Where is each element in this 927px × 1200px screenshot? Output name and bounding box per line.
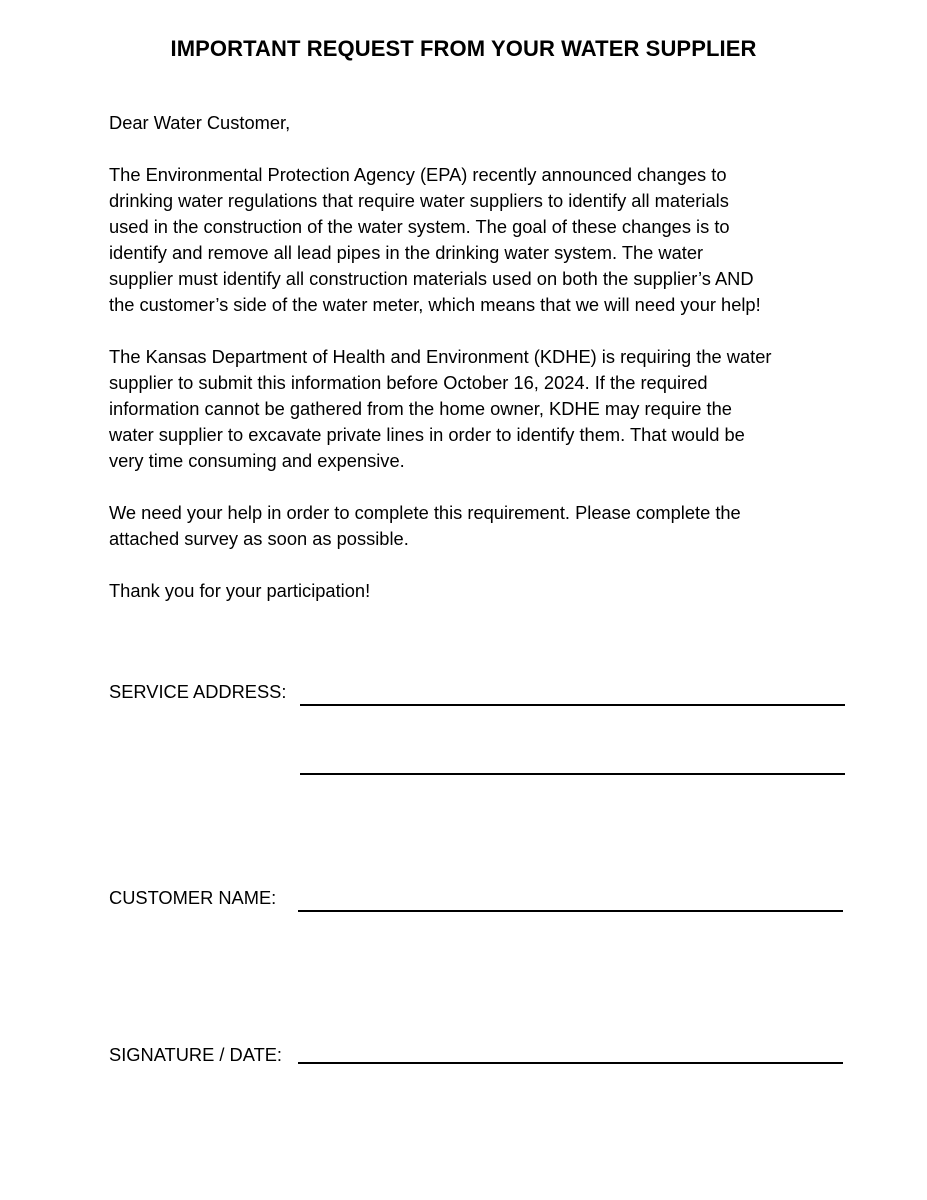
paragraph-line: used in the construction of the water system. The goal of these changes is to — [109, 216, 730, 237]
paragraph-line: The Environmental Protection Agency (EPA) recently announced changes to — [109, 164, 727, 185]
paragraph-line: We need your help in order to complete this requirement. Please complete the — [109, 502, 741, 523]
letter-greeting — [109, 110, 829, 136]
letter-closing — [109, 578, 829, 604]
paragraph-line: water supplier to excavate private lines in order to identify them. That would be — [109, 424, 745, 445]
paragraph-line: drinking water regulations that require water suppliers to identify all materials — [109, 190, 729, 211]
letter-body — [109, 110, 829, 630]
paragraph-line: The Kansas Department of Health and Environment (KDHE) is requiring the water — [109, 346, 772, 367]
customer-name-line[interactable] — [298, 910, 843, 912]
paragraph-line: supplier must identify all construction materials used on both the supplier’s AND — [109, 268, 754, 289]
signature-date-line[interactable] — [298, 1062, 843, 1064]
signature-date-label: SIGNATURE / DATE: — [109, 1044, 283, 1065]
service-address-line-2[interactable] — [300, 773, 845, 775]
paragraph-line: supplier to submit this information before October 16, 2024. If the required — [109, 372, 708, 393]
paragraph-kdhe — [109, 344, 829, 474]
paragraph-line: the customer’s side of the water meter, which means that we will need your help! — [109, 294, 761, 315]
greeting-text: Dear Water Customer, — [109, 112, 291, 133]
paragraph-request — [109, 500, 829, 552]
closing-text: Thank you for your participation! — [109, 580, 371, 601]
page-title: IMPORTANT REQUEST FROM YOUR WATER SUPPLIER — [170, 36, 757, 61]
paragraph-line: identify and remove all lead pipes in the drinking water system. The water — [109, 242, 704, 263]
paragraph-line: very time consuming and expensive. — [109, 450, 405, 471]
paragraph-line: information cannot be gathered from the home owner, KDHE may require the — [109, 398, 732, 419]
paragraph-epa — [109, 162, 829, 318]
service-address-line-1[interactable] — [300, 704, 845, 706]
customer-name-label: CUSTOMER NAME: — [109, 887, 277, 908]
paragraph-line: attached survey as soon as possible. — [109, 528, 409, 549]
service-address-label: SERVICE ADDRESS: — [109, 681, 287, 702]
